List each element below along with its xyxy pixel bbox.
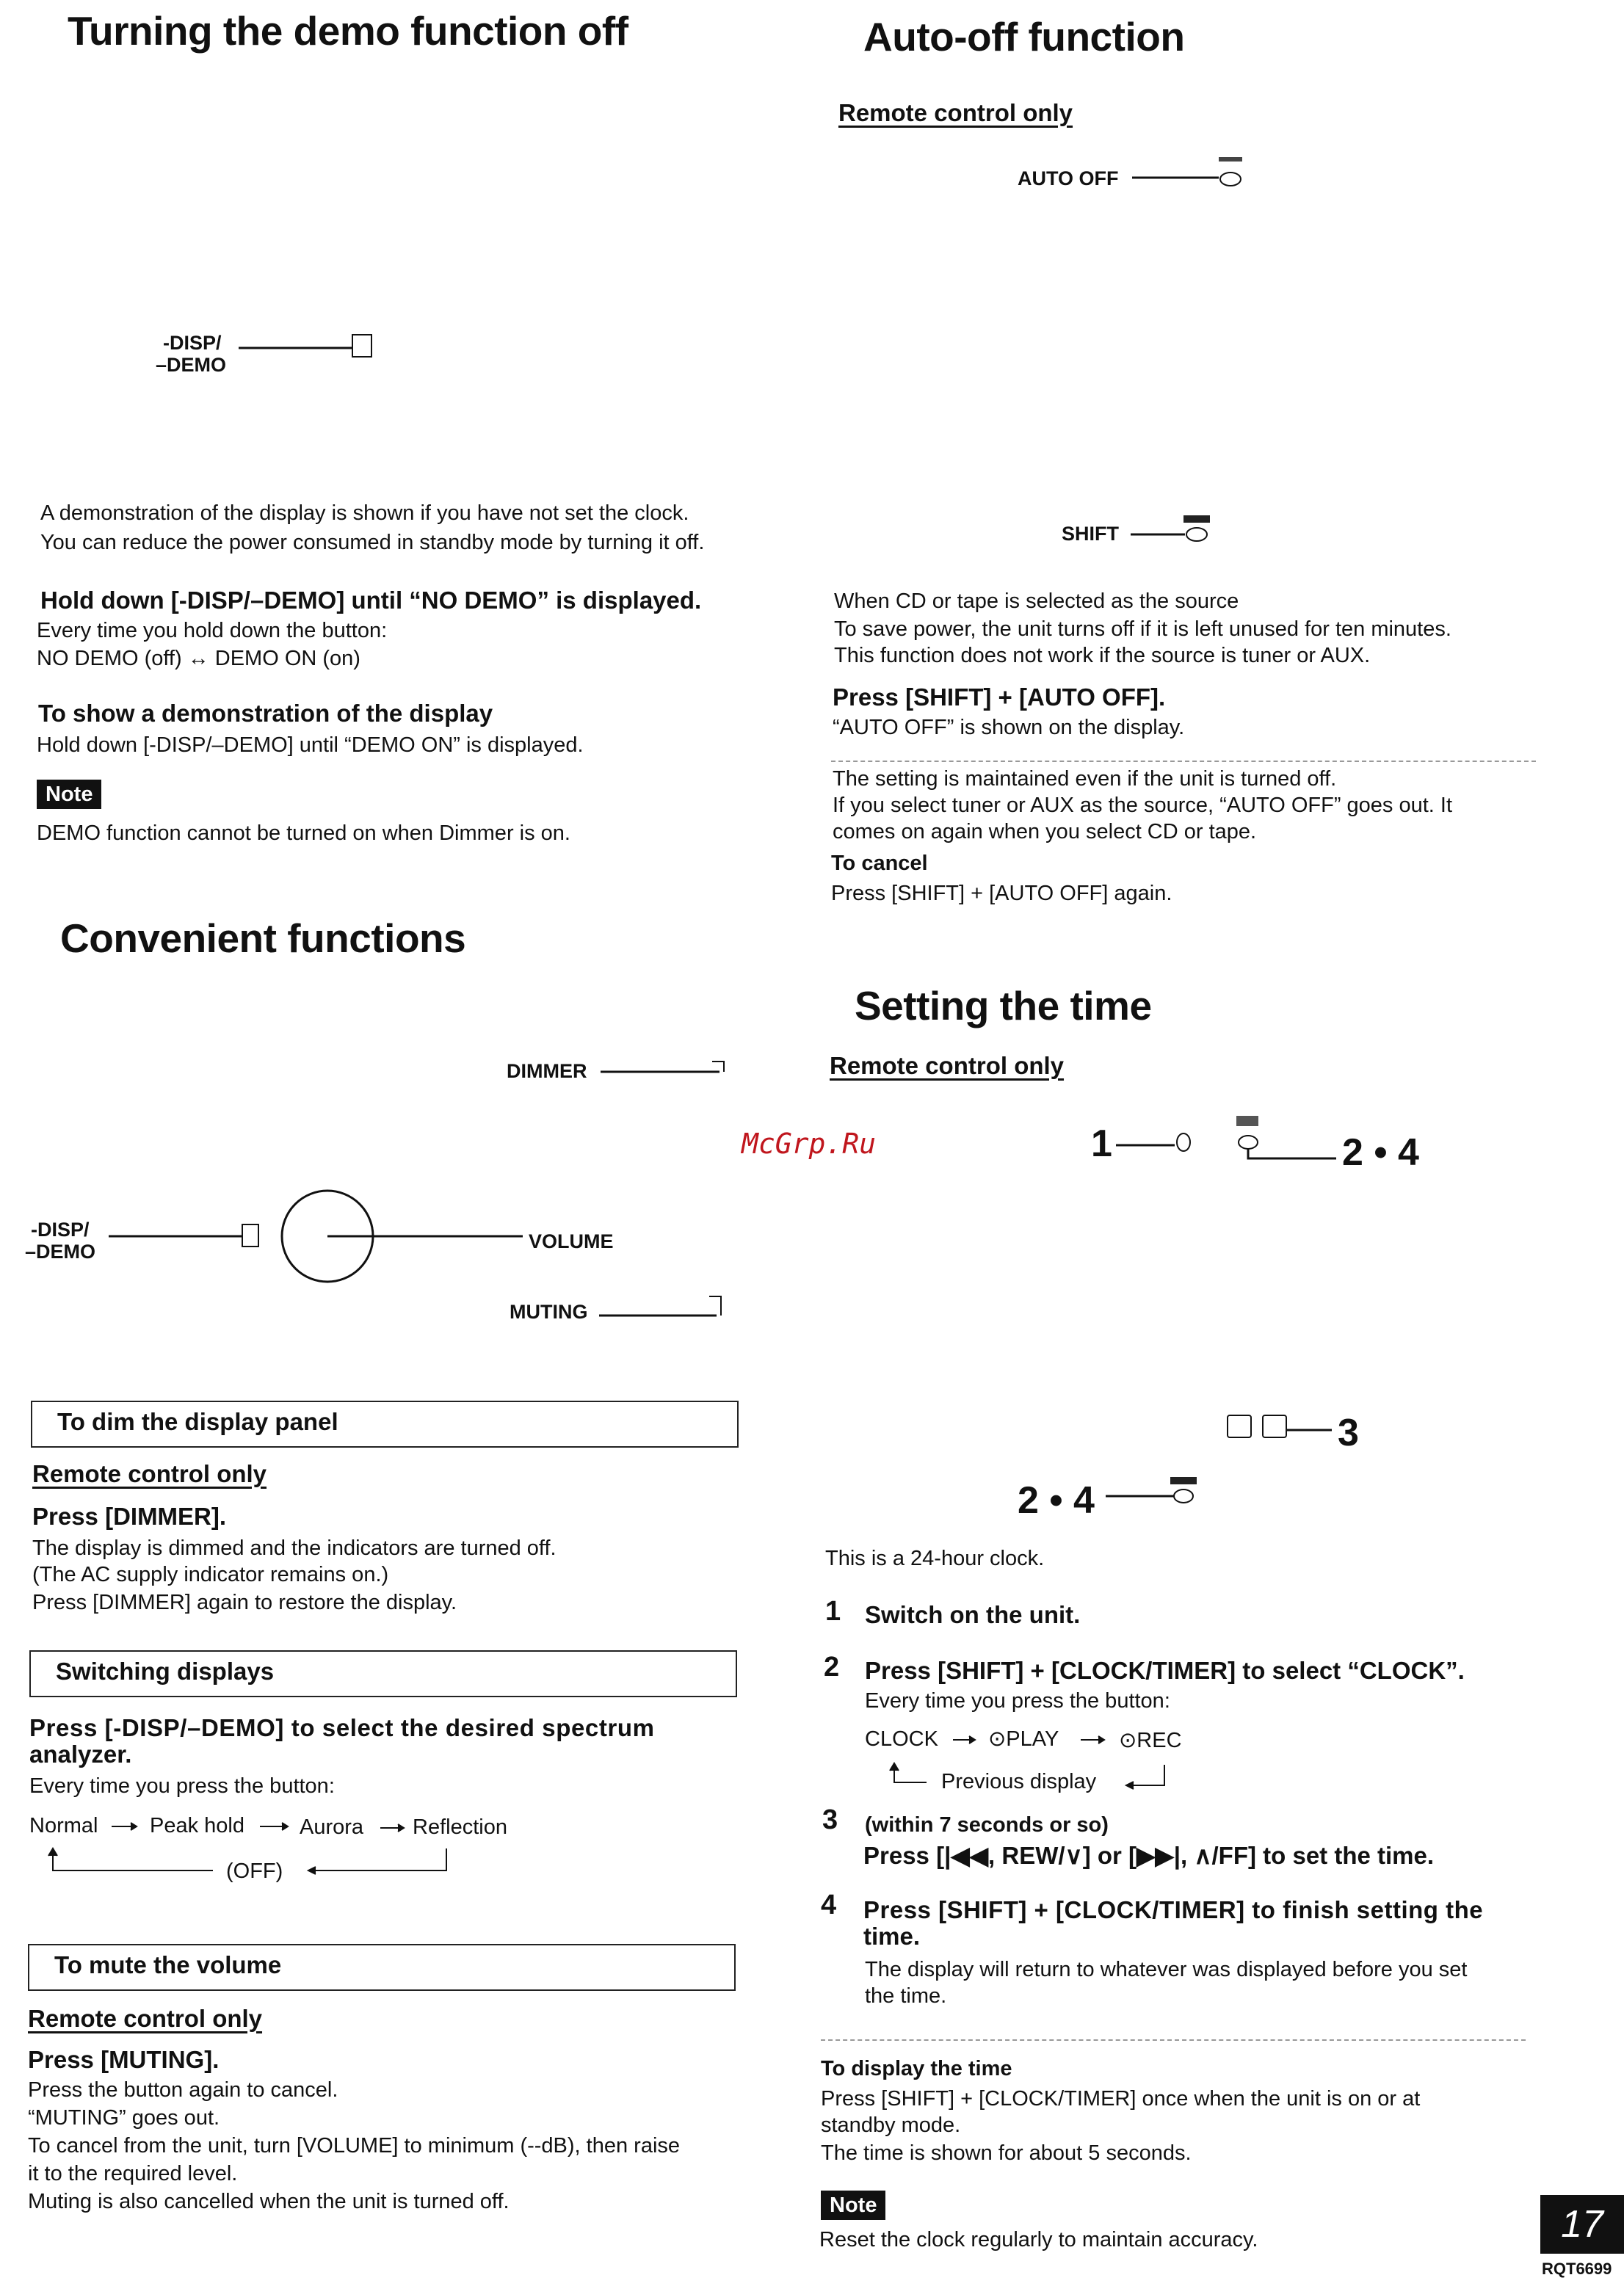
show-demo-heading: To show a demonstration of the display bbox=[38, 700, 493, 727]
watermark-text: McGrp.Ru bbox=[742, 1128, 877, 1160]
mute-line-4: it to the required level. bbox=[28, 2162, 238, 2185]
press-muting: Press [MUTING]. bbox=[28, 2046, 220, 2073]
auto-off-label: AUTO OFF bbox=[1018, 167, 1119, 189]
auto-off-maint-1: The setting is maintained even if the unit is turned off. bbox=[833, 767, 1337, 791]
switching-press-1: Press [-DISP/–DEMO] to select the desired spectrum bbox=[29, 1714, 655, 1741]
step4-number: 4 bbox=[821, 1890, 837, 1920]
demo-every-time: Every time you hold down the button: bbox=[37, 619, 388, 642]
mute-line-5: Muting is also cancelled when the unit is turned off. bbox=[28, 2190, 510, 2213]
clock-note: This is a 24-hour clock. bbox=[825, 1547, 1045, 1570]
time-note-badge: Note bbox=[821, 2191, 885, 2220]
press-shift-auto-off: Press [SHIFT] + [AUTO OFF]. bbox=[833, 683, 1166, 711]
display-time-1: Press [SHIFT] + [CLOCK/TIMER] once when the unit is on or at bbox=[821, 2087, 1421, 2111]
auto-off-cancel-text: Press [SHIFT] + [AUTO OFF] again. bbox=[831, 882, 1172, 905]
demo-note-text: DEMO function cannot be turned on when Dimmer is on. bbox=[37, 821, 570, 845]
dim-line-3: Press [DIMMER] again to restore the display. bbox=[32, 1591, 457, 1614]
convenient-title: Convenient functions bbox=[60, 915, 466, 961]
clock-seq-rec: ⊙REC bbox=[1119, 1729, 1182, 1752]
auto-off-line-3: This function does not work if the source is tuner or AUX. bbox=[834, 644, 1371, 667]
step4-text-a: Press [SHIFT] + [CLOCK/TIMER] to finish setting the bbox=[863, 1896, 1484, 1923]
time-diagram-24a: 2 • 4 bbox=[1342, 1131, 1419, 1174]
step2-sub: Every time you press the button: bbox=[865, 1689, 1170, 1713]
dim-box-title: To dim the display panel bbox=[57, 1408, 338, 1435]
doc-code: RQT6699 bbox=[1542, 2260, 1612, 2278]
setting-time-title: Setting the time bbox=[855, 983, 1152, 1028]
shift-label: SHIFT bbox=[1062, 523, 1119, 545]
press-dimmer: Press [DIMMER]. bbox=[32, 1503, 227, 1530]
step1-text: Switch on the unit. bbox=[865, 1601, 1081, 1628]
clock-prev-display: Previous display bbox=[941, 1770, 1097, 1793]
step3-number: 3 bbox=[822, 1804, 838, 1835]
mute-box-title: To mute the volume bbox=[54, 1951, 282, 1978]
display-time-2: standby mode. bbox=[821, 2113, 961, 2137]
auto-off-maint-2: If you select tuner or AUX as the source, “AUTO OFF” goes out. It bbox=[833, 794, 1453, 817]
display-time-heading: To display the time bbox=[821, 2057, 1012, 2080]
mute-line-2: “MUTING” goes out. bbox=[28, 2106, 220, 2130]
dim-line-1: The display is dimmed and the indicators are turned off. bbox=[32, 1536, 557, 1560]
step2-text: Press [SHIFT] + [CLOCK/TIMER] to select “CLOCK”. bbox=[865, 1657, 1465, 1684]
dim-remote-only: Remote control only bbox=[32, 1460, 267, 1487]
time-diagram-3: 3 bbox=[1338, 1412, 1359, 1454]
step1-number: 1 bbox=[825, 1596, 841, 1627]
dimmer-label: DIMMER bbox=[507, 1060, 587, 1082]
step3-text-a: (within 7 seconds or so) bbox=[865, 1813, 1109, 1837]
seq-aurora: Aurora bbox=[300, 1815, 364, 1839]
seq-peak-hold: Peak hold bbox=[150, 1814, 244, 1837]
step2-number: 2 bbox=[824, 1652, 840, 1683]
demo-off-title: Turning the demo function off bbox=[68, 8, 628, 54]
demo-intro-1: A demonstration of the display is shown if you have not set the clock. bbox=[40, 501, 689, 525]
auto-off-title: Auto-off function bbox=[863, 14, 1185, 59]
auto-off-remote-only: Remote control only bbox=[838, 99, 1073, 126]
demo-note-badge: Note bbox=[37, 780, 101, 809]
seq-reflection: Reflection bbox=[413, 1815, 507, 1839]
demo-intro-2: You can reduce the power consumed in standby mode by turning it off. bbox=[40, 531, 705, 554]
switching-box-title: Switching displays bbox=[56, 1658, 275, 1685]
mute-line-3: To cancel from the unit, turn [VOLUME] to minimum (--dB), then raise bbox=[28, 2134, 681, 2158]
disp-demo-label-1: -DISP/ bbox=[163, 332, 222, 354]
switching-press-2: analyzer. bbox=[29, 1741, 132, 1768]
step4-text-c: The display will return to whatever was displayed before you set bbox=[865, 1958, 1468, 1981]
step4-text-d: the time. bbox=[865, 1984, 947, 2008]
auto-off-line-2: To save power, the unit turns off if it is left unused for ten minutes. bbox=[834, 617, 1451, 641]
time-note-text: Reset the clock regularly to maintain accuracy. bbox=[819, 2228, 1258, 2251]
page-number: 17 bbox=[1540, 2195, 1624, 2254]
step4-text-b: time. bbox=[863, 1923, 921, 1950]
auto-off-shown: “AUTO OFF” is shown on the display. bbox=[833, 716, 1185, 739]
volume-label: VOLUME bbox=[529, 1230, 614, 1252]
switching-every-time: Every time you press the button: bbox=[29, 1774, 335, 1798]
show-demo-text: Hold down [-DISP/–DEMO] until “DEMO ON” is displayed. bbox=[37, 733, 584, 757]
conv-disp-label-1: -DISP/ bbox=[31, 1219, 90, 1241]
step3-text-b: Press [|◀◀, REW/∨] or [▶▶|, ∧/FF] to set the time. bbox=[863, 1842, 1435, 1869]
time-separator bbox=[821, 2039, 1526, 2041]
time-diagram-1: 1 bbox=[1091, 1122, 1112, 1165]
clock-seq-clock: CLOCK bbox=[865, 1727, 938, 1751]
time-diagram-24b: 2 • 4 bbox=[1018, 1479, 1095, 1522]
mute-remote-only: Remote control only bbox=[28, 2005, 263, 2032]
conv-disp-label-2: –DEMO bbox=[25, 1241, 96, 1263]
disp-demo-label-2: –DEMO bbox=[156, 354, 227, 376]
auto-off-line-1: When CD or tape is selected as the source bbox=[834, 589, 1239, 613]
demo-instruction: Hold down [-DISP/–DEMO] until “NO DEMO” is displayed. bbox=[40, 587, 702, 614]
auto-off-maint-3: comes on again when you select CD or tape. bbox=[833, 820, 1257, 843]
mute-line-1: Press the button again to cancel. bbox=[28, 2078, 338, 2102]
clock-seq-play: ⊙PLAY bbox=[988, 1727, 1059, 1751]
seq-off: (OFF) bbox=[226, 1859, 283, 1883]
auto-off-cancel-heading: To cancel bbox=[831, 852, 928, 875]
demo-toggle-text: NO DEMO (off) ↔ DEMO ON (on) bbox=[37, 647, 360, 670]
time-remote-only: Remote control only bbox=[830, 1052, 1065, 1079]
seq-normal: Normal bbox=[29, 1814, 98, 1837]
muting-label: MUTING bbox=[510, 1301, 588, 1323]
display-time-3: The time is shown for about 5 seconds. bbox=[821, 2141, 1192, 2165]
dim-line-2: (The AC supply indicator remains on.) bbox=[32, 1563, 389, 1586]
